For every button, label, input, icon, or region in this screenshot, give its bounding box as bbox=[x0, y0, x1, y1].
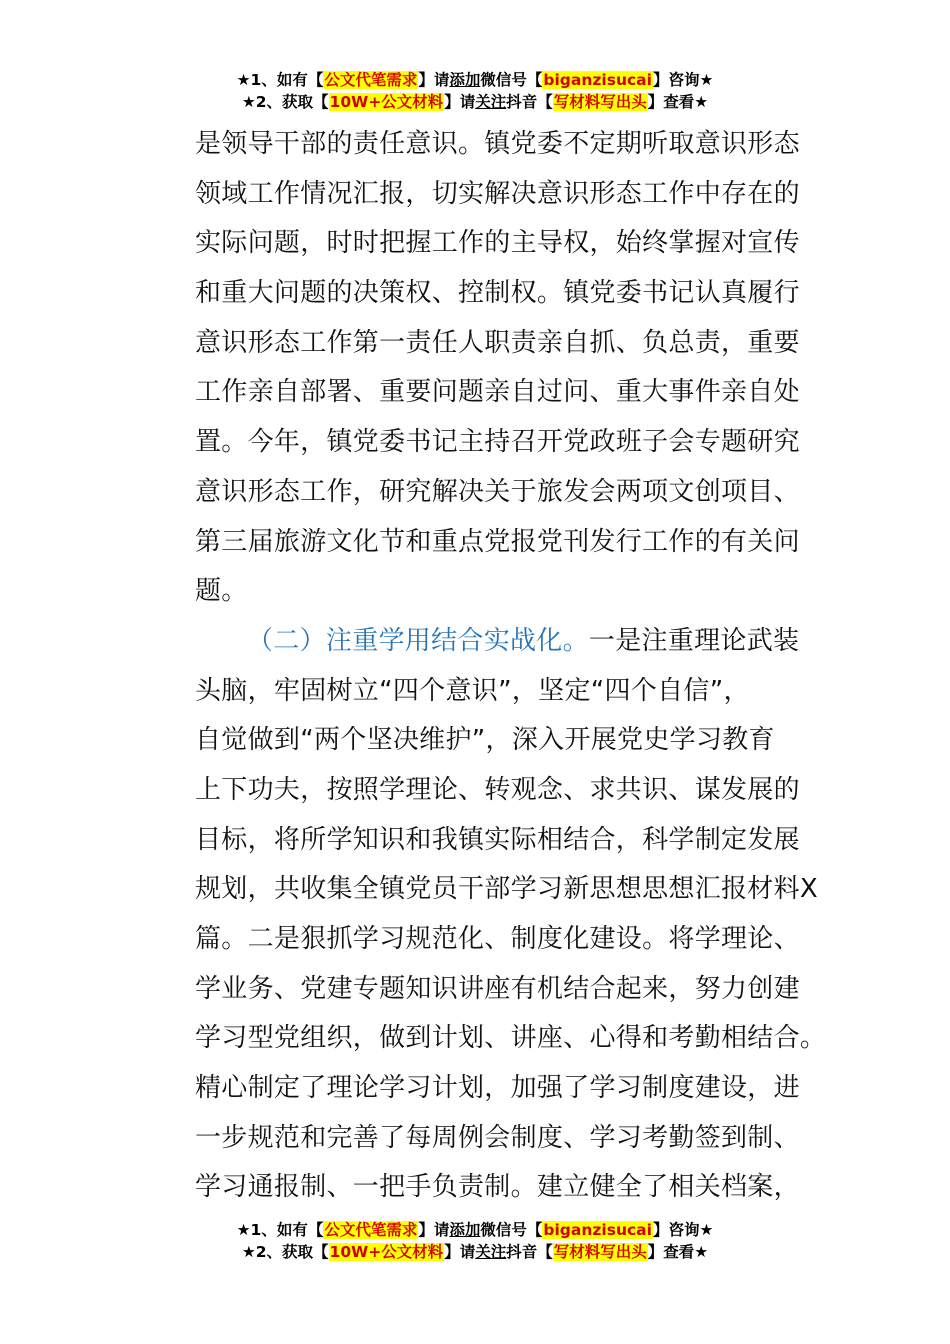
banner-text: 】请 bbox=[418, 1221, 450, 1239]
banner-text: 】请 bbox=[418, 71, 450, 89]
text-line: 学习型党组织，做到计划、讲座、心得和考勤相结合。 bbox=[195, 1023, 827, 1054]
text-line: 规划，共收集全镇党员干部学习新思想思想汇报材料X bbox=[195, 874, 819, 905]
banner-text: ★1、如有【 bbox=[236, 71, 324, 89]
banner-highlight: biganzisucai bbox=[543, 71, 652, 89]
text-line: 学习通报制、一把手负责制。建立健全了相关档案， bbox=[195, 1172, 800, 1203]
banner-line-2 bbox=[0, 91, 950, 113]
banner-text: ★2、获取【 bbox=[241, 93, 329, 111]
banner-text: ★1、如有【 bbox=[236, 1221, 324, 1239]
banner-text: 】请 bbox=[444, 93, 476, 111]
text-line: 篇。二是狠抓学习规范化、制度化建设。将学理论、 bbox=[195, 924, 800, 954]
banner-text: 】查看★ bbox=[647, 1243, 709, 1261]
text-line: 和重大问题的决策权、控制权。镇党委书记认真履行 bbox=[195, 278, 800, 309]
text-line: 意识形态工作，研究解决关于旅发会两项文创项目、 bbox=[195, 476, 800, 507]
text-line: 自觉做到“两个坚决维护”，深入开展党史学习教育 bbox=[195, 725, 775, 756]
banner-line-2 bbox=[0, 1241, 950, 1263]
banner-highlight: biganzisucai bbox=[543, 1221, 652, 1239]
banner-emphasis: 关注 bbox=[475, 93, 507, 111]
banner-line-1 bbox=[0, 69, 950, 91]
top-banner bbox=[0, 69, 950, 113]
banner-highlight: 写材料写出头 bbox=[553, 93, 647, 111]
banner-highlight: 10W+公文材料 bbox=[329, 1243, 444, 1261]
text-line: 精心制定了理论学习计划，加强了学习制度建设，进 bbox=[195, 1073, 800, 1104]
text-line: 题。 bbox=[195, 576, 248, 607]
banner-highlight: 写材料写出头 bbox=[553, 1243, 647, 1261]
section-first-text: 一是注重理论武装 bbox=[588, 625, 800, 656]
text-line: 头脑，牢固树立“四个意识”，坚定“四个自信”， bbox=[195, 675, 750, 706]
banner-text: 】咨询★ bbox=[652, 1221, 714, 1239]
banner-text: 抖音【 bbox=[506, 1243, 553, 1261]
banner-text: 】咨询★ bbox=[652, 71, 714, 89]
text-line: 上下功夫，按照学理论、转观念、求共识、谋发展的 bbox=[195, 774, 800, 805]
text-line: 学业务、党建专题知识讲座有机结合起来，努力创建 bbox=[195, 973, 800, 1004]
text-line: 实际问题，时时把握工作的主导权，始终掌握对宣传 bbox=[195, 228, 800, 259]
banner-emphasis: 关注 bbox=[475, 1243, 507, 1261]
banner-text: 】查看★ bbox=[647, 93, 709, 111]
text-line: 领域工作情况汇报，切实解决意识形态工作中存在的 bbox=[195, 178, 800, 209]
section-heading: （二）注重学用结合实战化。 bbox=[247, 625, 589, 656]
banner-text: 微信号【 bbox=[480, 71, 543, 89]
bottom-banner bbox=[0, 1219, 950, 1263]
text-line: 工作亲自部署、重要问题亲自过问、重大事件亲自处 bbox=[195, 377, 800, 408]
banner-emphasis: 添加 bbox=[449, 71, 481, 89]
text-line: 置。今年，镇党委书记主持召开党政班子会专题研究 bbox=[195, 427, 800, 458]
banner-text: 】请 bbox=[444, 1243, 476, 1261]
text-line: 意识形态工作第一责任人职责亲自抓、负总责，重要 bbox=[195, 327, 800, 358]
banner-highlight: 公文代笔需求 bbox=[324, 1221, 418, 1239]
banner-highlight: 10W+公文材料 bbox=[329, 93, 444, 111]
banner-line-1 bbox=[0, 1219, 950, 1241]
banner-emphasis: 添加 bbox=[449, 1221, 481, 1239]
text-line: 一步规范和完善了每周例会制度、学习考勤签到制、 bbox=[195, 1122, 800, 1153]
text-line: 是领导干部的责任意识。镇党委不定期听取意识形态 bbox=[195, 129, 800, 159]
text-line: 目标，将所学知识和我镇实际相结合，科学制定发展 bbox=[195, 824, 800, 855]
banner-text: 微信号【 bbox=[480, 1221, 543, 1239]
banner-highlight: 公文代笔需求 bbox=[324, 71, 418, 89]
section-first-line bbox=[195, 617, 815, 667]
banner-text: ★2、获取【 bbox=[241, 1243, 329, 1261]
banner-text: 抖音【 bbox=[506, 93, 553, 111]
text-line: 第三届旅游文化节和重点党报党刊发行工作的有关问 bbox=[195, 526, 800, 557]
body-text bbox=[195, 120, 827, 1213]
